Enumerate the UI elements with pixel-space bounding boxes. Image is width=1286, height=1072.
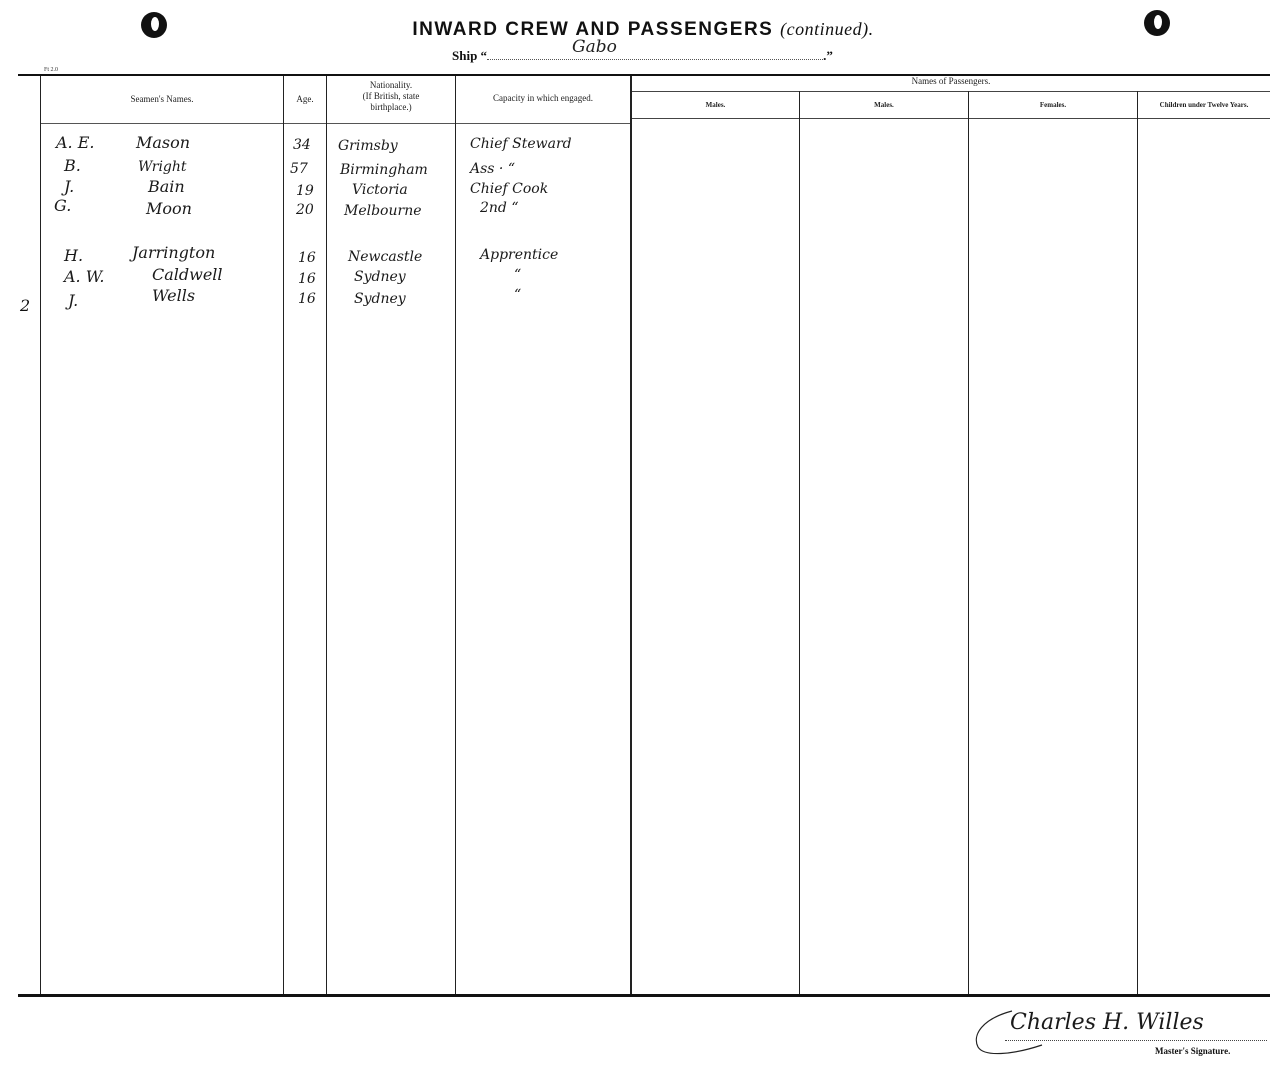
crew-surname: Bain xyxy=(148,177,185,196)
passenger-subheader-rule xyxy=(631,91,1270,92)
crew-initials: H. xyxy=(64,246,84,265)
header-males-1: Males. xyxy=(705,101,726,109)
crew-age: 57 xyxy=(290,161,308,177)
table-bottom-rule xyxy=(18,994,1270,997)
col-divider-left xyxy=(40,76,41,994)
header-females: Females. xyxy=(1039,101,1067,109)
crew-initials: A. W. xyxy=(64,267,105,286)
crew-birthplace: Sydney xyxy=(354,291,406,307)
crew-initials: B. xyxy=(64,156,81,175)
crew-capacity: 2nd “ xyxy=(480,200,519,216)
ship-line xyxy=(452,48,833,64)
title-main: INWARD CREW AND PASSENGERS xyxy=(412,19,774,40)
crew-surname: Mason xyxy=(136,133,191,152)
col-divider-males-females xyxy=(968,91,969,994)
crew-birthplace: Birmingham xyxy=(340,162,428,178)
header-bottom-rule xyxy=(631,118,1270,119)
crew-age: 16 xyxy=(298,271,316,287)
col-divider-names-age xyxy=(283,76,284,994)
crew-surname: Wells xyxy=(152,286,196,305)
crew-surname: Moon xyxy=(146,199,192,218)
ship-name-field xyxy=(487,49,823,60)
crew-capacity: Chief Cook xyxy=(470,181,549,197)
ship-label: Ship “ xyxy=(452,48,488,63)
col-divider-females-children xyxy=(1137,91,1138,994)
header-nationality xyxy=(327,80,455,113)
crew-age: 19 xyxy=(296,183,314,199)
crew-capacity: Apprentice xyxy=(480,247,559,263)
crew-capacity: Ass · “ xyxy=(470,161,515,177)
crew-age: 16 xyxy=(298,250,316,266)
crew-birthplace: Victoria xyxy=(352,182,408,198)
margin-note: 2 xyxy=(20,296,31,315)
col-divider-males-males xyxy=(799,91,800,994)
header-passengers: Names of Passengers. xyxy=(911,76,991,86)
title-suffix: (continued). xyxy=(780,19,874,39)
header-nationality-line1: Nationality. xyxy=(369,80,413,90)
crew-initials: J. xyxy=(68,291,79,310)
crew-birthplace: Newcastle xyxy=(348,249,423,265)
form-number: Ft 2.0 xyxy=(44,67,59,73)
crew-age: 34 xyxy=(293,137,311,153)
header-rule-left xyxy=(40,123,631,124)
crew-surname: Wright xyxy=(138,159,187,175)
crew-age: 20 xyxy=(296,202,314,218)
crew-capacity: “ xyxy=(514,287,522,303)
crew-initials: A. E. xyxy=(56,133,95,152)
signature-label: Master's Signature. xyxy=(1155,1046,1231,1056)
signature-line xyxy=(1005,1040,1267,1041)
col-divider-age-nationality xyxy=(326,76,327,994)
ship-close: .” xyxy=(823,48,833,63)
crew-capacity: Chief Steward xyxy=(470,136,572,152)
header-children: Children under Twelve Years. xyxy=(1159,101,1249,109)
header-age: Age. xyxy=(296,94,314,104)
crew-initials: G. xyxy=(54,196,72,215)
crew-birthplace: Sydney xyxy=(354,269,406,285)
crew-initials: J. xyxy=(64,177,75,196)
header-nationality-line3: birthplace.) xyxy=(370,102,412,112)
header-nationality-line2: (If British, state xyxy=(362,91,420,101)
crew-surname: Jarrington xyxy=(132,243,216,262)
ship-name: Gabo xyxy=(572,37,617,57)
crew-birthplace: Melbourne xyxy=(344,203,422,219)
crew-surname: Caldwell xyxy=(152,265,223,284)
header-capacity: Capacity in which engaged. xyxy=(493,93,593,103)
crew-age: 16 xyxy=(298,291,316,307)
col-divider-nationality-capacity xyxy=(455,76,456,994)
header-males-2: Males. xyxy=(874,101,894,109)
crew-capacity: “ xyxy=(514,267,522,283)
col-divider-capacity-passengers xyxy=(630,76,632,994)
header-seamen-names: Seamen's Names. xyxy=(130,94,194,104)
page-title xyxy=(0,19,1286,41)
crew-birthplace: Grimsby xyxy=(338,138,398,154)
master-signature: Charles H. Willes xyxy=(1010,1010,1204,1035)
